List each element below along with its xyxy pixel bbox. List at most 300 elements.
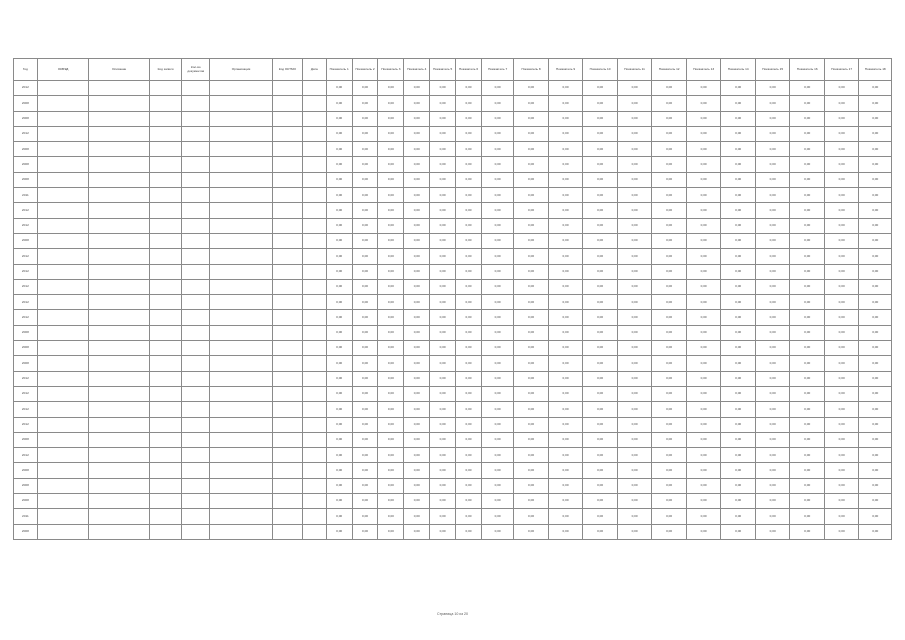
table-cell: 0,00 — [456, 524, 482, 539]
table-cell: 0,00 — [456, 126, 482, 141]
table-row — [14, 279, 892, 294]
table-cell: 0,00 — [617, 295, 652, 310]
table-cell: 0,00 — [548, 341, 583, 356]
table-cell — [89, 264, 149, 279]
table-cell — [89, 371, 149, 386]
table-cell — [210, 478, 273, 493]
table-cell: 0,00 — [790, 371, 825, 386]
table-cell — [302, 341, 326, 356]
table-cell: 0,00 — [824, 310, 859, 325]
table-row — [14, 188, 892, 203]
table-cell: 0,00 — [790, 509, 825, 524]
table-cell: 0,00 — [583, 264, 618, 279]
table-cell: 0,00 — [404, 478, 430, 493]
table-cell — [272, 325, 302, 340]
table-cell — [210, 142, 273, 157]
table-cell: 0,00 — [617, 432, 652, 447]
table-cell: 0,00 — [790, 463, 825, 478]
table-cell: 0,00 — [617, 264, 652, 279]
table-cell — [37, 341, 89, 356]
table-cell: 0,00 — [824, 249, 859, 264]
table-cell: 0,00 — [583, 478, 618, 493]
table-cell: 0,00 — [652, 96, 687, 111]
table-cell: 2012 — [14, 310, 38, 325]
table-cell — [89, 509, 149, 524]
table-cell: 0,00 — [721, 478, 756, 493]
table-row — [14, 524, 892, 539]
table-cell: 0,00 — [378, 341, 404, 356]
table-cell — [302, 432, 326, 447]
table-cell — [37, 386, 89, 401]
table-cell: 0,00 — [790, 295, 825, 310]
table-cell: 0,00 — [790, 218, 825, 233]
table-cell: 0,00 — [583, 325, 618, 340]
table-row — [14, 142, 892, 157]
table-cell — [210, 494, 273, 509]
table-cell: 0,00 — [617, 96, 652, 111]
table-cell: 0,00 — [824, 188, 859, 203]
table-cell: 0,00 — [352, 188, 378, 203]
table-cell: 0,00 — [378, 264, 404, 279]
table-cell — [89, 96, 149, 111]
table-cell — [272, 172, 302, 187]
table-cell: 0,00 — [583, 96, 618, 111]
table-cell: 0,00 — [326, 264, 352, 279]
table-cell — [210, 126, 273, 141]
table-cell — [302, 233, 326, 248]
table-cell — [182, 233, 210, 248]
table-row — [14, 402, 892, 417]
table-cell: 0,00 — [859, 478, 892, 493]
table-cell — [302, 81, 326, 96]
table-cell: 0,00 — [352, 203, 378, 218]
table-cell: 2011 — [14, 509, 38, 524]
table-cell: 0,00 — [352, 264, 378, 279]
table-cell: 0,00 — [548, 295, 583, 310]
table-cell: 0,00 — [352, 295, 378, 310]
table-cell — [89, 81, 149, 96]
table-cell: 0,00 — [326, 325, 352, 340]
table-cell: 0,00 — [456, 249, 482, 264]
table-cell: 0,00 — [790, 386, 825, 401]
table-cell: 0,00 — [790, 356, 825, 371]
table-cell — [182, 509, 210, 524]
table-cell: 0,00 — [859, 494, 892, 509]
table-cell: 0,00 — [404, 386, 430, 401]
table-cell — [302, 448, 326, 463]
table-cell: 0,00 — [824, 96, 859, 111]
table-cell: 0,00 — [548, 448, 583, 463]
table-cell: 0,00 — [481, 325, 513, 340]
table-cell: 0,00 — [430, 494, 456, 509]
table-cell: 0,00 — [721, 233, 756, 248]
table-cell — [89, 356, 149, 371]
table-cell: 0,00 — [548, 188, 583, 203]
table-cell: 0,00 — [352, 249, 378, 264]
table-cell: 0,00 — [378, 233, 404, 248]
table-cell: 0,00 — [583, 356, 618, 371]
table-cell — [149, 509, 181, 524]
table-cell — [302, 249, 326, 264]
table-cell: 0,00 — [352, 233, 378, 248]
table-cell: 0,00 — [430, 402, 456, 417]
column-header: Показатель 17 — [824, 59, 859, 81]
table-cell: 0,00 — [652, 402, 687, 417]
table-cell — [37, 478, 89, 493]
table-cell: 0,00 — [514, 264, 549, 279]
table-cell: 0,00 — [617, 325, 652, 340]
table-cell — [89, 172, 149, 187]
table-cell — [37, 233, 89, 248]
table-cell: 2012 — [14, 218, 38, 233]
data-sheet — [13, 58, 892, 540]
table-cell — [272, 81, 302, 96]
table-cell: 0,00 — [652, 233, 687, 248]
table-cell: 0,00 — [617, 371, 652, 386]
table-cell: 0,00 — [721, 279, 756, 294]
table-cell: 0,00 — [755, 249, 790, 264]
table-cell: 0,00 — [859, 463, 892, 478]
column-header: Показатель 13 — [686, 59, 721, 81]
table-cell: 0,00 — [514, 203, 549, 218]
table-cell: 0,00 — [404, 264, 430, 279]
table-cell — [37, 325, 89, 340]
column-header: Дата — [302, 59, 326, 81]
table-cell: 0,00 — [755, 432, 790, 447]
table-cell: 0,00 — [456, 494, 482, 509]
table-cell: 0,00 — [481, 81, 513, 96]
table-cell: 0,00 — [686, 524, 721, 539]
table-cell: 0,00 — [824, 203, 859, 218]
table-cell: 0,00 — [378, 111, 404, 126]
table-cell: 0,00 — [456, 402, 482, 417]
table-cell: 0,00 — [824, 402, 859, 417]
table-cell: 0,00 — [790, 157, 825, 172]
table-cell — [37, 218, 89, 233]
table-cell: 0,00 — [548, 417, 583, 432]
table-cell: 0,00 — [352, 218, 378, 233]
table-cell: 0,00 — [652, 463, 687, 478]
table-cell: 0,00 — [404, 188, 430, 203]
table-cell: 0,00 — [824, 494, 859, 509]
table-cell: 0,00 — [652, 417, 687, 432]
table-cell: 0,00 — [352, 432, 378, 447]
table-cell — [272, 218, 302, 233]
table-cell — [210, 218, 273, 233]
table-cell — [37, 494, 89, 509]
table-cell — [272, 386, 302, 401]
table-row — [14, 386, 892, 401]
table-cell: 0,00 — [859, 386, 892, 401]
table-cell: 0,00 — [686, 417, 721, 432]
table-cell: 0,00 — [481, 111, 513, 126]
table-cell: 0,00 — [652, 142, 687, 157]
table-cell: 0,00 — [652, 494, 687, 509]
table-cell — [89, 402, 149, 417]
table-cell: 0,00 — [686, 356, 721, 371]
column-header: Код ОКТМО — [272, 59, 302, 81]
table-cell: 0,00 — [456, 157, 482, 172]
table-cell: 0,00 — [686, 81, 721, 96]
table-cell — [149, 325, 181, 340]
table-cell: 0,00 — [790, 478, 825, 493]
table-cell: 2008 — [14, 432, 38, 447]
table-cell: 0,00 — [859, 448, 892, 463]
table-cell — [272, 111, 302, 126]
table-cell — [182, 172, 210, 187]
table-cell: 0,00 — [514, 524, 549, 539]
table-cell — [149, 264, 181, 279]
table-cell: 0,00 — [859, 249, 892, 264]
table-cell: 0,00 — [859, 81, 892, 96]
column-header: Организация — [210, 59, 273, 81]
table-cell: 0,00 — [430, 509, 456, 524]
table-cell: 0,00 — [514, 295, 549, 310]
table-cell: 0,00 — [824, 325, 859, 340]
table-cell: 0,00 — [824, 509, 859, 524]
table-cell: 0,00 — [352, 386, 378, 401]
table-cell: 0,00 — [617, 341, 652, 356]
table-cell: 0,00 — [481, 371, 513, 386]
table-cell: 0,00 — [378, 448, 404, 463]
table-cell: 0,00 — [824, 432, 859, 447]
table-cell: 0,00 — [548, 96, 583, 111]
table-cell: 0,00 — [404, 157, 430, 172]
table-cell: 0,00 — [352, 371, 378, 386]
table-row — [14, 218, 892, 233]
table-cell: 0,00 — [378, 402, 404, 417]
table-cell: 0,00 — [404, 524, 430, 539]
table-cell: 0,00 — [755, 448, 790, 463]
table-cell — [272, 188, 302, 203]
table-cell — [182, 371, 210, 386]
column-header: Показатель 8 — [514, 59, 549, 81]
table-cell: 0,00 — [378, 463, 404, 478]
table-cell: 0,00 — [859, 341, 892, 356]
table-cell: 0,00 — [824, 279, 859, 294]
table-cell: 0,00 — [481, 295, 513, 310]
table-cell: 0,00 — [326, 494, 352, 509]
table-cell: 0,00 — [824, 233, 859, 248]
table-cell: 0,00 — [514, 96, 549, 111]
table-cell: 0,00 — [824, 356, 859, 371]
table-cell: 0,00 — [755, 341, 790, 356]
table-cell: 2012 — [14, 295, 38, 310]
table-cell: 0,00 — [352, 142, 378, 157]
table-cell — [302, 203, 326, 218]
table-cell: 0,00 — [721, 386, 756, 401]
table-cell: 0,00 — [456, 417, 482, 432]
table-cell — [302, 157, 326, 172]
table-cell: 2012 — [14, 203, 38, 218]
table-cell — [182, 279, 210, 294]
table-cell — [272, 310, 302, 325]
table-cell: 0,00 — [404, 172, 430, 187]
table-cell: 0,00 — [859, 111, 892, 126]
table-cell: 0,00 — [404, 81, 430, 96]
table-cell: 0,00 — [404, 356, 430, 371]
table-cell: 0,00 — [824, 218, 859, 233]
table-cell: 0,00 — [404, 111, 430, 126]
table-cell: 0,00 — [790, 432, 825, 447]
table-cell: 2008 — [14, 341, 38, 356]
table-cell: 0,00 — [378, 325, 404, 340]
table-cell: 0,00 — [326, 111, 352, 126]
table-cell: 0,00 — [686, 494, 721, 509]
table-cell: 0,00 — [352, 524, 378, 539]
table-cell — [182, 463, 210, 478]
table-cell: 0,00 — [430, 325, 456, 340]
table-cell — [210, 371, 273, 386]
table-cell: 0,00 — [721, 172, 756, 187]
table-cell: 0,00 — [686, 279, 721, 294]
table-row — [14, 310, 892, 325]
table-cell: 0,00 — [755, 126, 790, 141]
column-header: Код записи — [149, 59, 181, 81]
table-cell: 0,00 — [755, 463, 790, 478]
table-cell: 0,00 — [686, 402, 721, 417]
table-cell: 0,00 — [456, 463, 482, 478]
table-cell: 0,00 — [326, 142, 352, 157]
table-cell: 0,00 — [824, 111, 859, 126]
table-cell — [272, 356, 302, 371]
table-cell: 0,00 — [404, 142, 430, 157]
table-cell: 0,00 — [617, 203, 652, 218]
table-cell: 0,00 — [326, 417, 352, 432]
table-cell — [210, 386, 273, 401]
table-cell: 0,00 — [430, 310, 456, 325]
table-cell — [89, 386, 149, 401]
table-cell — [302, 295, 326, 310]
table-cell — [37, 295, 89, 310]
table-cell — [210, 448, 273, 463]
table-cell: 0,00 — [481, 402, 513, 417]
table-cell: 0,00 — [514, 417, 549, 432]
table-cell: 0,00 — [583, 188, 618, 203]
table-cell: 0,00 — [721, 432, 756, 447]
table-cell: 0,00 — [548, 172, 583, 187]
table-cell: 0,00 — [617, 218, 652, 233]
table-cell: 0,00 — [378, 279, 404, 294]
table-cell: 0,00 — [326, 356, 352, 371]
table-cell: 0,00 — [859, 279, 892, 294]
table-cell — [210, 264, 273, 279]
table-cell — [210, 233, 273, 248]
table-cell: 2012 — [14, 126, 38, 141]
table-cell: 0,00 — [378, 432, 404, 447]
column-header: Показатель 7 — [481, 59, 513, 81]
table-cell: 0,00 — [686, 157, 721, 172]
table-cell — [210, 279, 273, 294]
table-cell: 0,00 — [824, 386, 859, 401]
column-header: Показатель 12 — [652, 59, 687, 81]
table-cell — [302, 524, 326, 539]
table-cell: 0,00 — [378, 524, 404, 539]
table-cell: 0,00 — [755, 402, 790, 417]
table-cell: 0,00 — [378, 218, 404, 233]
table-cell: 0,00 — [859, 402, 892, 417]
table-cell: 0,00 — [583, 417, 618, 432]
table-cell: 0,00 — [583, 341, 618, 356]
table-cell: 0,00 — [430, 233, 456, 248]
table-cell: 0,00 — [548, 494, 583, 509]
table-cell: 0,00 — [548, 325, 583, 340]
table-cell: 0,00 — [721, 111, 756, 126]
table-cell: 0,00 — [481, 203, 513, 218]
table-cell: 0,00 — [859, 509, 892, 524]
table-cell: 0,00 — [378, 96, 404, 111]
table-cell: 0,00 — [326, 371, 352, 386]
table-cell: 0,00 — [514, 341, 549, 356]
table-cell: 0,00 — [859, 96, 892, 111]
table-cell: 0,00 — [686, 509, 721, 524]
table-cell: 0,00 — [790, 233, 825, 248]
column-header: Показатель 9 — [548, 59, 583, 81]
table-cell: 2012 — [14, 81, 38, 96]
column-header: Показатель 2 — [352, 59, 378, 81]
table-cell — [149, 432, 181, 447]
table-cell — [89, 295, 149, 310]
column-header: Показатель 1 — [326, 59, 352, 81]
table-cell — [37, 432, 89, 447]
table-cell: 0,00 — [352, 341, 378, 356]
table-cell: 0,00 — [404, 295, 430, 310]
table-cell: 0,00 — [481, 341, 513, 356]
table-cell: 0,00 — [456, 432, 482, 447]
table-cell: 0,00 — [404, 463, 430, 478]
table-cell: 0,00 — [481, 463, 513, 478]
table-cell: 0,00 — [755, 509, 790, 524]
table-cell: 0,00 — [352, 279, 378, 294]
table-cell: 0,00 — [548, 509, 583, 524]
table-cell: 0,00 — [430, 203, 456, 218]
table-cell: 0,00 — [617, 81, 652, 96]
table-cell — [149, 356, 181, 371]
table-cell: 0,00 — [824, 295, 859, 310]
table-cell: 0,00 — [430, 279, 456, 294]
table-row — [14, 494, 892, 509]
table-cell: 0,00 — [617, 111, 652, 126]
table-cell: 0,00 — [790, 96, 825, 111]
table-cell — [182, 325, 210, 340]
table-cell: 0,00 — [514, 172, 549, 187]
table-cell — [89, 524, 149, 539]
table-row — [14, 509, 892, 524]
table-cell — [37, 81, 89, 96]
table-cell: 0,00 — [481, 356, 513, 371]
table-cell — [89, 203, 149, 218]
table-cell: 2008 — [14, 96, 38, 111]
table-cell: 0,00 — [686, 386, 721, 401]
table-cell: 0,00 — [859, 524, 892, 539]
table-cell: 0,00 — [721, 142, 756, 157]
table-cell: 0,00 — [583, 249, 618, 264]
table-cell — [149, 310, 181, 325]
table-cell — [302, 478, 326, 493]
table-cell: 0,00 — [430, 341, 456, 356]
table-cell: 0,00 — [859, 417, 892, 432]
table-cell: 0,00 — [326, 126, 352, 141]
table-cell: 0,00 — [686, 325, 721, 340]
table-cell: 0,00 — [514, 218, 549, 233]
table-cell: 0,00 — [721, 463, 756, 478]
table-row — [14, 111, 892, 126]
table-cell — [272, 295, 302, 310]
table-cell: 0,00 — [430, 126, 456, 141]
table-cell — [182, 417, 210, 432]
table-cell: 0,00 — [583, 81, 618, 96]
table-cell: 0,00 — [352, 126, 378, 141]
